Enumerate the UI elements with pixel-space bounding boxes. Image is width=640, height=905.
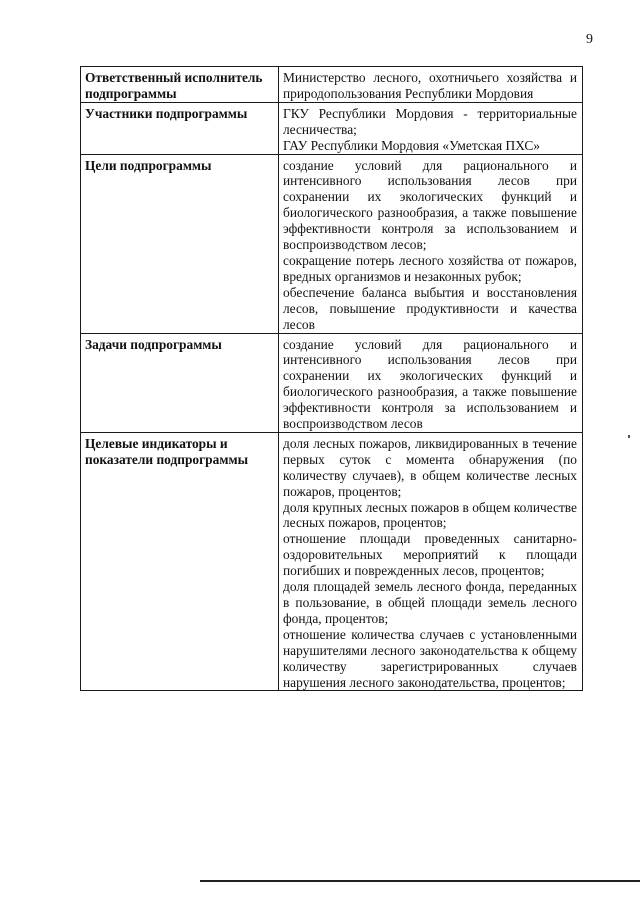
value-paragraph: обеспечение баланса выбытия и восстановления лесов, повышение продуктивности и качества лесов [283,284,577,332]
row-value-goals [279,154,583,333]
row-label-responsible-executor: Ответственный исполнитель подпрограммы [81,67,279,103]
table-row [81,432,583,691]
value-paragraph: создание условий для рационального и интенсивного использования лесов при сохранении их экологических функций и биологического разнообразия, а также повышение эффективности контроля за использованием и воспроизводством лесов [283,336,577,432]
value-paragraph: Министерство лесного, охотничьего хозяйства и природопользования Республики Мордовия [283,70,577,101]
value-paragraph: доля лесных пожаров, ликвидированных в течение первых суток с момента обнаружения (по количеству случаев), в общем количестве лесных пожаров, процентов; [283,435,577,499]
table-row [81,333,583,432]
row-value-responsible-executor [279,67,583,103]
row-label-participants: Участники подпрограммы [81,102,279,154]
value-paragraph: отношение площади проведенных санитарно-оздоровительных мероприятий к площади погибших и поврежденных лесов, процентов; [283,531,577,579]
page-number: 9 [586,32,593,47]
value-paragraph: создание условий для рационального и интенсивного использования лесов при сохранении их экологических функций и биологического разнообразия, а также повышение эффективности контроля за использованием и воспроизводством лесов; [283,157,577,253]
scan-artifact-dot [628,435,630,438]
value-paragraph: доля площадей земель лесного фонда, переданных в пользование, в общей площади земель лесного фонда, процентов; [283,579,577,626]
row-label-goals: Цели подпрограммы [81,154,279,333]
subprogram-passport-table [80,66,583,691]
row-label-indicators: Целевые индикаторы и показатели подпрограммы [81,432,279,691]
table-row [81,102,583,154]
row-value-tasks [279,333,583,432]
row-label-tasks: Задачи подпрограммы [81,333,279,432]
value-paragraph: ГАУ Республики Мордовия «Уметская ПХС» [283,137,541,153]
value-paragraph: ГКУ Республики Мордовия - территориальные лесничества; [283,105,577,137]
value-paragraph: доля крупных лесных пожаров в общем количестве лесных пожаров, процентов; [283,499,577,531]
value-paragraph: сокращение потерь лесного хозяйства от пожаров, вредных организмов и незаконных рубок; [283,252,577,284]
row-value-participants [279,102,583,154]
value-paragraph: отношение количества случаев с установленными нарушителями лесного законодательства к общему количеству зарегистрированных случаев нарушения лесного законодательства, процентов; [283,626,577,690]
scan-artifact-line [200,880,640,882]
row-value-indicators [279,432,583,691]
table-row [81,154,583,333]
table-row [81,67,583,103]
